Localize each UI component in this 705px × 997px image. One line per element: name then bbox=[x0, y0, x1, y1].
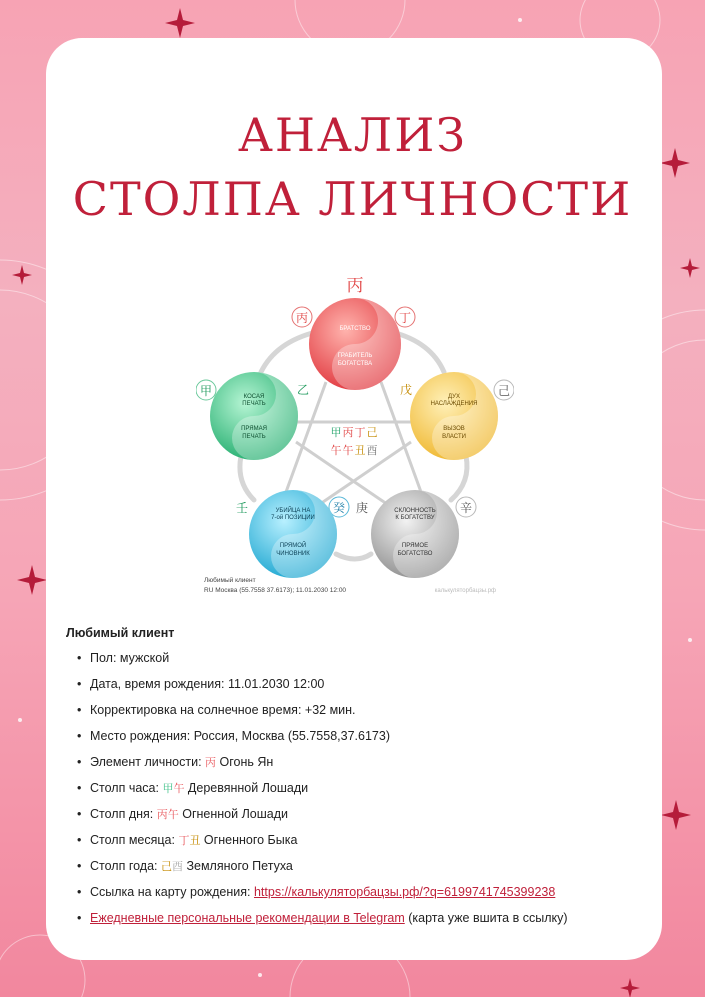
year-branch: 酉 bbox=[171, 860, 183, 873]
hour-branch: 午 bbox=[173, 782, 185, 795]
bullet: • bbox=[77, 703, 82, 717]
center-year-branch: 酉 bbox=[366, 444, 378, 457]
center-month-stem: 丁 bbox=[354, 426, 366, 439]
bullet: • bbox=[77, 833, 82, 847]
year-text: Земляного Петуха bbox=[182, 859, 293, 873]
fire-orb bbox=[309, 298, 401, 390]
center-hour-branch: 午 bbox=[330, 444, 342, 457]
diagram-watermark: калькуляторбацзы.рф bbox=[434, 588, 496, 594]
metal-orb bbox=[371, 490, 459, 578]
bullet: • bbox=[77, 651, 82, 665]
client-info bbox=[66, 626, 626, 934]
bullet: • bbox=[77, 885, 82, 899]
label-earth-outer: 己 bbox=[497, 384, 511, 398]
bullet: • bbox=[77, 781, 82, 795]
list-item-place bbox=[66, 726, 626, 752]
wood-orb bbox=[210, 372, 298, 460]
gender-text: Пол: мужской bbox=[90, 651, 170, 665]
day-label: Столп дня: bbox=[90, 807, 157, 821]
chart-link-label: Ссылка на карту рождения: bbox=[90, 885, 254, 899]
star-icon bbox=[680, 258, 700, 278]
list-item-chart-link bbox=[66, 882, 626, 908]
top-stem-label: 丙 bbox=[346, 276, 364, 296]
fire-bottom-label-1: ГРАБИТЕЛЬ bbox=[337, 353, 373, 359]
label-metal-outer: 辛 bbox=[459, 501, 473, 515]
star-icon bbox=[165, 8, 195, 38]
center-month-branch: 丑 bbox=[354, 444, 366, 457]
client-name-heading: Любимый клиент bbox=[66, 626, 175, 640]
center-day-branch: 午 bbox=[342, 444, 354, 457]
wood-top-label-2: ПЕЧАТЬ bbox=[242, 401, 266, 407]
day-text: Огненной Лошади bbox=[178, 807, 288, 821]
hour-stem: 甲 bbox=[162, 782, 174, 795]
element-text: Огонь Ян bbox=[216, 755, 274, 769]
five-elements-diagram bbox=[196, 272, 514, 600]
water-orb bbox=[249, 490, 337, 578]
metal-top-label-1: СКЛОННОСТЬ bbox=[394, 508, 436, 514]
water-top-label-1: УБИЙЦА НА bbox=[275, 508, 311, 514]
bullet: • bbox=[77, 807, 82, 821]
earth-top-label-2: НАСЛАЖДЕНИЯ bbox=[430, 401, 478, 407]
bullet: • bbox=[77, 729, 82, 743]
wood-bottom-label-1: ПРЯМАЯ bbox=[241, 426, 267, 432]
diagram-caption-name: Любимый клиент bbox=[204, 577, 256, 584]
star-icon bbox=[620, 978, 640, 997]
list-item-birth bbox=[66, 674, 626, 700]
list-item-telegram bbox=[66, 908, 626, 934]
list-item-correction bbox=[66, 700, 626, 726]
day-branch: 午 bbox=[167, 808, 179, 821]
bullet: • bbox=[77, 911, 82, 925]
metal-top-label-2: К БОГАТСТВУ bbox=[395, 515, 435, 521]
label-water-outer: 壬 bbox=[235, 501, 249, 515]
year-stem: 己 bbox=[160, 860, 172, 873]
star-icon bbox=[661, 800, 691, 830]
month-label: Столп месяца: bbox=[90, 833, 179, 847]
earth-bottom-label-1: ВЫЗОВ bbox=[443, 426, 465, 432]
list-item-hour-pillar bbox=[66, 778, 626, 804]
fire-bottom-label-2: БОГАТСТВА bbox=[337, 361, 373, 367]
month-text: Огненного Быка bbox=[200, 833, 298, 847]
list-item-element bbox=[66, 752, 626, 778]
bullet: • bbox=[77, 677, 82, 691]
bullet: • bbox=[77, 859, 82, 873]
hour-label: Столп часа: bbox=[90, 781, 163, 795]
diagram-caption-details: RU Москва (55.7558 37.6173); 11.01.2030 12:00 bbox=[204, 587, 347, 594]
wood-bottom-label-2: ПЕЧАТЬ bbox=[242, 434, 266, 440]
water-bottom-label-1: ПРЯМОЙ bbox=[279, 543, 307, 549]
label-fire-right: 丁 bbox=[398, 311, 412, 325]
telegram-note: (карта уже вшита в ссылку) bbox=[404, 911, 568, 925]
earth-bottom-label-2: ВЛАСТИ bbox=[442, 434, 466, 440]
hour-text: Деревянной Лошади bbox=[184, 781, 309, 795]
birth-text: Дата, время рождения: 11.01.2030 12:00 bbox=[90, 677, 325, 691]
day-stem: 丙 bbox=[156, 808, 168, 821]
label-wood-outer: 甲 bbox=[199, 384, 213, 398]
month-stem: 丁 bbox=[178, 834, 190, 847]
year-label: Столп года: bbox=[90, 859, 161, 873]
water-bottom-label-2: ЧИНОВНИК bbox=[276, 551, 310, 557]
star-icon bbox=[12, 265, 32, 285]
center-year-stem: 己 bbox=[366, 426, 378, 439]
metal-bottom-label-1: ПРЯМОЕ bbox=[401, 543, 429, 549]
label-wood-inner: 乙 bbox=[296, 383, 310, 397]
list-item-year-pillar bbox=[66, 856, 626, 882]
chart-link[interactable]: https://калькуляторбацзы.рф/?q=6199741745399238 bbox=[253, 885, 556, 899]
fire-top-label: БРАТСТВО bbox=[339, 326, 371, 332]
center-day-stem: 丙 bbox=[342, 426, 354, 439]
earth-orb bbox=[410, 372, 498, 460]
center-hour-stem: 甲 bbox=[330, 426, 342, 439]
star-icon bbox=[17, 565, 47, 595]
label-earth-inner: 戊 bbox=[399, 383, 413, 397]
month-branch: 丑 bbox=[189, 834, 201, 847]
place-text: Место рождения: Россия, Москва (55.7558,37.6173) bbox=[90, 729, 390, 743]
bullet: • bbox=[77, 755, 82, 769]
correction-text: Корректировка на солнечное время: +32 мин. bbox=[90, 703, 356, 717]
label-metal-inner: 庚 bbox=[355, 501, 369, 515]
wood-top-label-1: КОСАЯ bbox=[243, 394, 265, 400]
list-item-month-pillar bbox=[66, 830, 626, 856]
list-item-day-pillar bbox=[66, 804, 626, 830]
label-water-inner: 癸 bbox=[332, 501, 346, 515]
metal-bottom-label-2: БОГАТСТВО bbox=[397, 551, 433, 557]
telegram-link[interactable]: Ежедневные персональные рекомендации в Telegram bbox=[90, 911, 405, 925]
list-item-gender bbox=[66, 648, 626, 674]
page-title-line1: АНАЛИЗ bbox=[238, 108, 467, 162]
earth-top-label-1: ДУХ bbox=[448, 394, 460, 400]
element-label: Элемент личности: bbox=[90, 755, 206, 769]
element-hanzi: 丙 bbox=[205, 756, 217, 769]
water-top-label-2: 7-ой ПОЗИЦИИ bbox=[271, 515, 315, 521]
page-title-line2: СТОЛПА ЛИЧНОСТИ bbox=[72, 172, 633, 226]
label-fire-left: 丙 bbox=[295, 311, 309, 325]
